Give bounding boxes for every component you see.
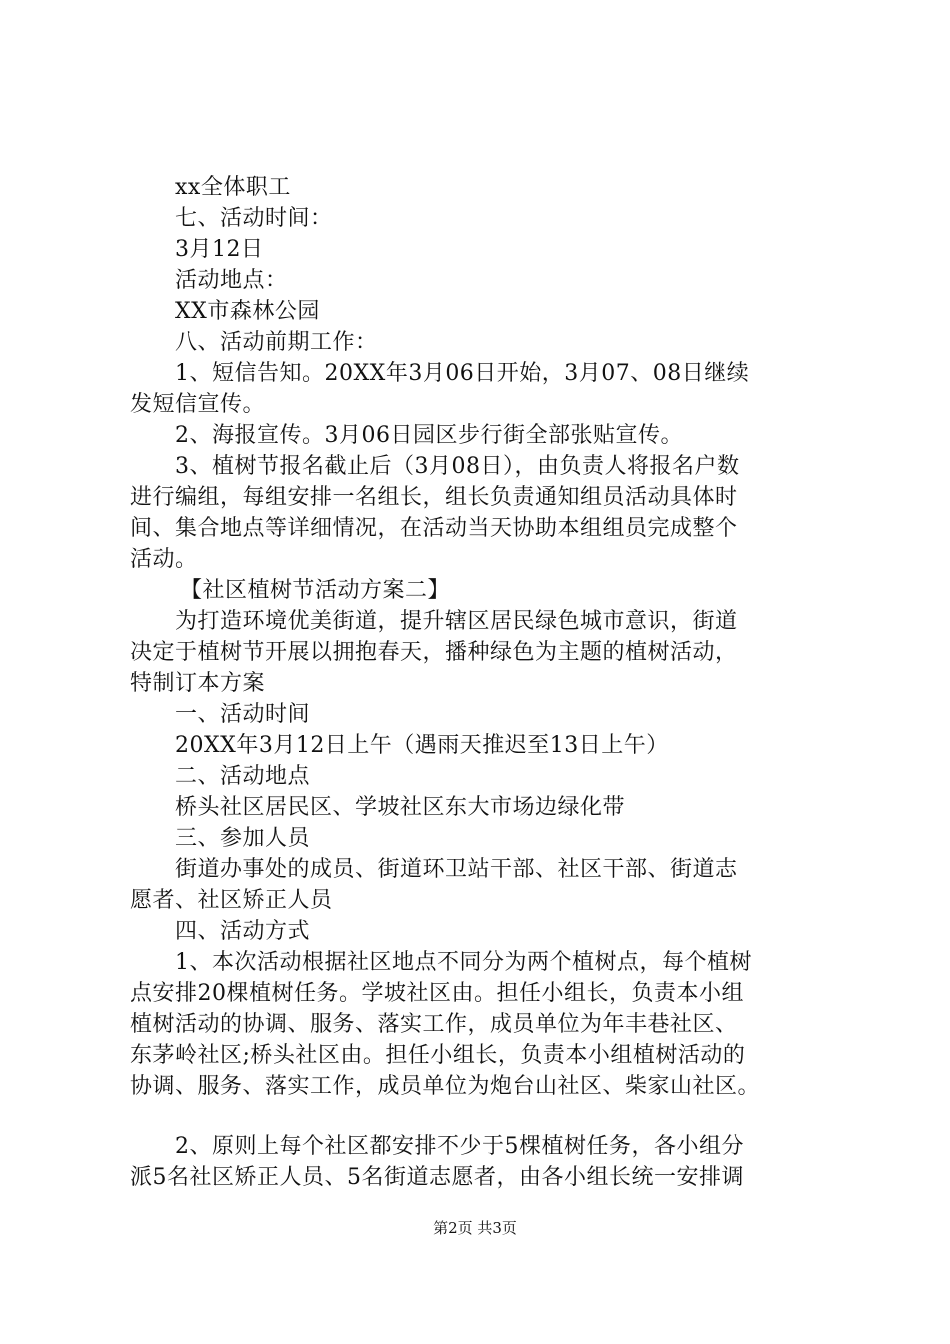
text-line: 活动。 (130, 547, 198, 572)
text-line: 发短信宣传。 (130, 392, 266, 417)
text-line: 街道办事处的成员、街道环卫站干部、社区干部、街道志 (175, 857, 738, 882)
text-line: 决定于植树节开展以拥抱春天，播种绿色为主题的植树活动， (130, 640, 738, 665)
section-heading: 二、活动地点 (175, 764, 311, 789)
text-line: 2、海报宣传。3月06日园区步行街全部张贴宣传。 (175, 423, 683, 448)
text-line: 1、本次活动根据社区地点不同分为两个植树点，每个植树 (175, 950, 752, 975)
section-heading: 八、活动前期工作： (175, 330, 378, 355)
section-heading: 一、活动时间 (175, 702, 311, 727)
page-indicator: 第2页 共3页 (433, 1219, 517, 1237)
section-title: 【社区植树节活动方案二】 (180, 578, 451, 603)
text-line: 愿者、社区矫正人员 (130, 888, 333, 913)
document-body (130, 172, 835, 1193)
text-line: 东茅岭社区;桥头社区由。担任小组长，负责本小组植树活动的 (130, 1043, 746, 1068)
text-line: 3、植树节报名截止后（3月08日），由负责人将报名户数 (175, 454, 740, 479)
text-line: 2、原则上每个社区都安排不少于5棵植树任务，各小组分 (175, 1134, 744, 1159)
text-line: 协调、服务、落实工作，成员单位为炮台山社区、柴家山社区。 (130, 1074, 761, 1099)
text-line: 点安排20棵植树任务。学坡社区由。担任小组长，负责本小组 (130, 981, 744, 1006)
section-heading: 三、参加人员 (175, 826, 311, 851)
text-line: 为打造环境优美街道，提升辖区居民绿色城市意识，街道 (175, 609, 738, 634)
section-heading: 四、活动方式 (175, 919, 311, 944)
text-line: 进行编组，每组安排一名组长，组长负责通知组员活动具体时 (130, 485, 738, 510)
text-line: 特制订本方案 (130, 671, 266, 696)
text-line: XX市森林公园 (175, 299, 320, 324)
text-line: 20XX年3月12日上午（遇雨天推迟至13日上午） (175, 733, 669, 758)
page-footer (0, 1218, 950, 1238)
text-line: 1、短信告知。20XX年3月06日开始，3月07、08日继续 (175, 361, 750, 386)
text-line: 桥头社区居民区、学坡社区东大市场边绿化带 (175, 795, 626, 820)
section-heading: 七、活动时间： (175, 206, 333, 231)
text-line: 间、集合地点等详细情况，在活动当天协助本组组员完成整个 (130, 516, 738, 541)
text-line: 植树活动的协调、服务、落实工作，成员单位为年丰巷社区、 (130, 1012, 738, 1037)
paragraph-gap (130, 1102, 835, 1131)
text-line: 派5名社区矫正人员、5名街道志愿者，由各小组长统一安排调 (130, 1165, 744, 1190)
text-line: 活动地点： (175, 268, 288, 293)
text-line: xx全体职工 (175, 175, 291, 200)
text-line: 3月12日 (175, 237, 264, 262)
